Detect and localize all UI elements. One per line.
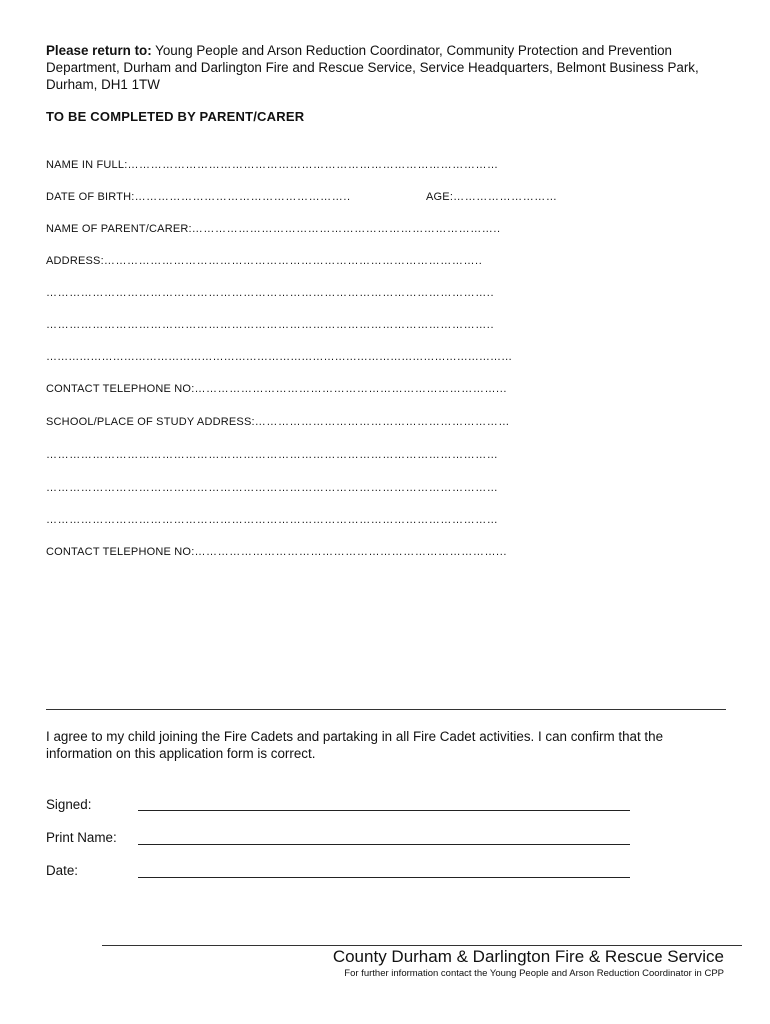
footer-divider (102, 945, 742, 946)
address-line-4-dots: ……………………………………………………………………………………………………………… (46, 351, 513, 363)
school-line-3[interactable] (46, 482, 498, 494)
contact-telephone-label: CONTACT TELEPHONE NO: (46, 383, 195, 395)
section-divider (46, 709, 726, 710)
date-of-birth-field[interactable] (46, 191, 351, 203)
age-field[interactable] (426, 191, 558, 203)
name-in-full-label: NAME IN FULL: (46, 159, 128, 171)
address-field[interactable] (46, 255, 482, 267)
name-in-full-field[interactable] (46, 159, 499, 171)
print-name-label: Print Name: (46, 830, 117, 845)
contact-telephone-dots: ……………………………………………………………………... (194, 383, 508, 395)
school-line-2-dots: ……………………………………………………………………………………………………… (46, 449, 499, 461)
date-line[interactable] (138, 877, 630, 878)
school-address-label: SCHOOL/PLACE OF STUDY ADDRESS: (46, 416, 255, 428)
footer-organisation: County Durham & Darlington Fire & Rescue Service (332, 947, 724, 966)
school-telephone-dots: ……………………………………………………………………... (194, 546, 508, 558)
date-label: Date: (46, 863, 79, 878)
address-dots: …………………………………………………………………………………….. (103, 255, 483, 267)
address-label: ADDRESS: (46, 255, 104, 267)
parent-carer-field[interactable] (46, 223, 501, 235)
address-line-2-dots: …………………………………………………………………………………………………….. (46, 287, 495, 299)
parent-carer-label: NAME OF PARENT/CARER: (46, 223, 192, 235)
name-in-full-dots: …………………………………………………………………………………… (127, 159, 499, 171)
consent-statement: I agree to my child joining the Fire Cadets and partaking in all Fire Cadet activities. I can confirm that the information on this application form is correct. (46, 729, 664, 761)
return-label: Please return to: (46, 43, 152, 58)
school-address-field[interactable] (46, 416, 510, 428)
school-telephone-field[interactable] (46, 546, 507, 558)
address-line-2[interactable] (46, 287, 494, 299)
date-of-birth-label: DATE OF BIRTH: (46, 191, 135, 203)
date-of-birth-dots: ……………………………………………….. (134, 191, 351, 203)
return-text: Young People and Arson Reduction Coordinator, Community Protection and Prevention Department, Durham and Darlington Fire and Rescue Service, Service Headquarters, Belmont Business Park, Durham, DH1 1TW (46, 43, 699, 92)
contact-telephone-field[interactable] (46, 383, 507, 395)
signed-line[interactable] (138, 810, 630, 811)
school-address-dots: ………………………………………………………… (254, 416, 510, 428)
footer-info: For further information contact the Young People and Arson Reduction Coordinator in CPP (344, 968, 724, 979)
school-line-3-dots: ……………………………………………………………………………………………………… (46, 482, 499, 494)
address-line-3[interactable] (46, 319, 494, 331)
print-name-line[interactable] (138, 844, 630, 845)
signed-label: Signed: (46, 797, 92, 812)
school-line-4-dots: ……………………………………………………………………………………………………… (46, 514, 499, 526)
address-line-4[interactable] (46, 351, 512, 363)
parent-carer-dots: …………………………………………………………………….. (191, 223, 501, 235)
address-line-3-dots: …………………………………………………………………………………………………….. (46, 319, 495, 331)
school-telephone-label: CONTACT TELEPHONE NO: (46, 546, 195, 558)
school-line-2[interactable] (46, 449, 498, 461)
age-dots: ……………………… (453, 191, 558, 203)
school-line-4[interactable] (46, 514, 498, 526)
age-label: AGE: (426, 191, 454, 203)
return-address (46, 42, 726, 93)
section-heading: TO BE COMPLETED BY PARENT/CARER (46, 109, 305, 124)
